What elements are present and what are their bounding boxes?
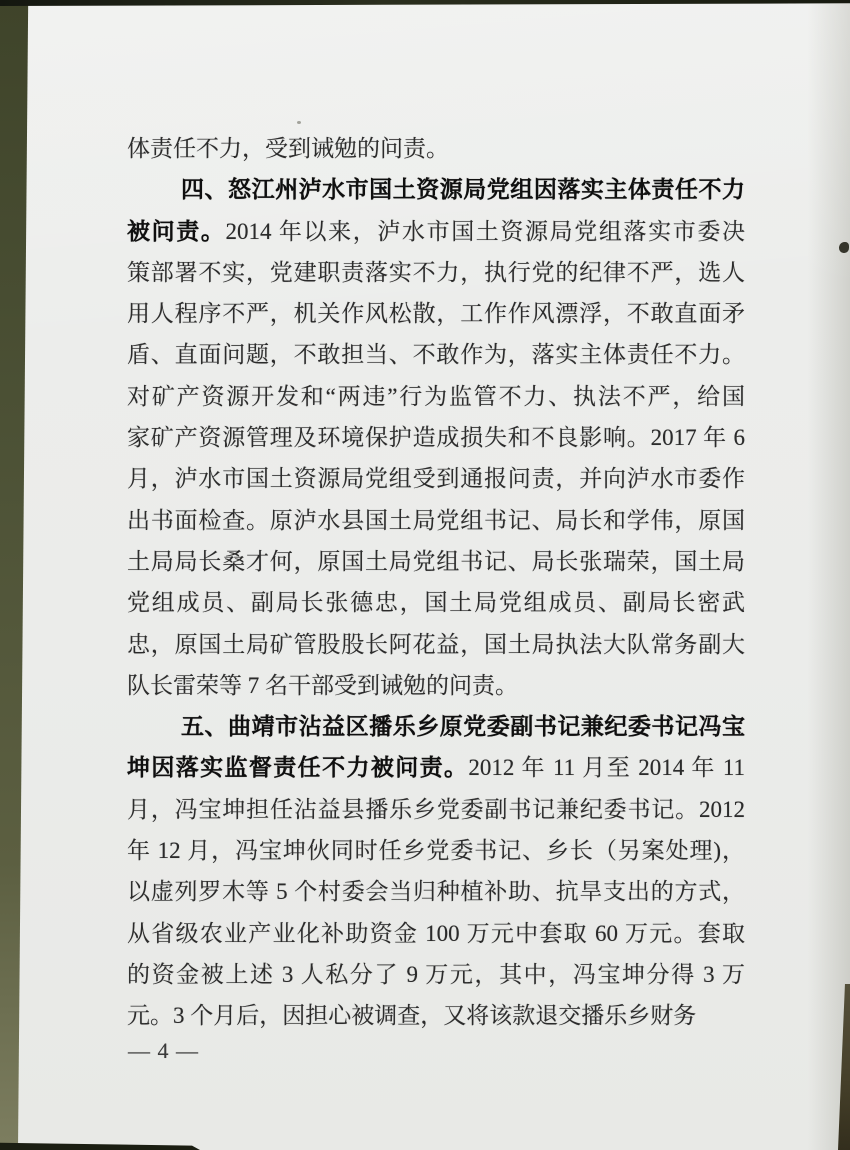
text-line: 家矿产资源管理及环境保护造成损失和不良影响。2017 年 6 — [127, 425, 745, 451]
text-line: 月，冯宝坤担任沾益县播乐乡党委副书记兼纪委书记。2012 — [127, 796, 745, 822]
text-line: 对矿产资源开发和“两违”行为监管不力、执法不严，给国 — [127, 383, 745, 409]
text-line: 忠，原国土局矿管股股长阿花益，国土局执法大队常务副大 — [127, 631, 745, 657]
text-line: 以虚列罗木等 5 个村委会当归种植补助、抗旱支出的方式， — [127, 879, 745, 905]
heading-line — [127, 706, 745, 747]
text-line: 党组成员、副局长张德忠，国土局党组成员、副局长密武 — [127, 590, 745, 616]
text-line: 盾、直面问题，不敢担当、不敢作为，落实主体责任不力。 — [127, 342, 745, 368]
section-heading-lead: 坤因落实监督责任不力被问责。 — [127, 754, 469, 781]
text-line: 体责任不力，受到诫勉的问责。 — [127, 136, 449, 161]
text-line: 年 12 月，冯宝坤伙同时任乡党委书记、乡长（另案处理)， — [127, 838, 745, 864]
text-line: 坤因落实监督责任不力被问责。2012 年 11 月至 2014 年 11 — [127, 754, 746, 781]
section-heading-lead: 四、怒江州泸水市国土资源局党组因落实主体责任不力 — [181, 176, 745, 203]
text-line: 策部署不实，党建职责落实不力，执行党的纪律不严，选人 — [127, 259, 745, 285]
text-line: 的资金被上述 3 人私分了 9 万元，其中，冯宝坤分得 3 万 — [127, 961, 745, 987]
section-heading-lead: 被问责。 — [127, 217, 226, 244]
scan-edge-top — [0, 0, 850, 6]
text-line: 元。3 个月后，因担心被调查，又将该款退交播乐乡财务 — [127, 1003, 697, 1029]
section-heading-lead: 五、曲靖市沾益区播乐乡原党委副书记兼纪委书记冯宝 — [181, 713, 745, 740]
document-text — [127, 128, 745, 1037]
text-line: 从省级农业产业化补助资金 100 万元中套取 60 万元。套取 — [127, 920, 745, 946]
page-number: — 4 — — [128, 1038, 199, 1063]
text-line: 用人程序不严，机关作风松散，工作作风漂浮，不敢直面矛 — [127, 301, 745, 327]
text-line: 土局局长桑才何，原国土局党组书记、局长张瑞荣，国土局 — [127, 548, 745, 574]
text-line: 出书面检查。原泸水县国土局党组书记、局长和学伟，原国 — [127, 507, 745, 533]
scan-edge-bottom — [0, 1142, 200, 1150]
text-line: 队长雷荣等 7 名干部受到诫勉的问责。 — [127, 672, 518, 698]
paper-speck-small — [297, 121, 301, 124]
text-line: 月，泸水市国土资源局党组受到通报问责，并向泸水市委作 — [127, 466, 745, 492]
paper-speck — [839, 242, 849, 253]
text-line: 被问责。2014 年以来，泸水市国土资源局党组落实市委决 — [127, 217, 746, 244]
scan-border-left — [0, 0, 30, 1150]
heading-line — [127, 169, 745, 210]
scan-edge-right — [838, 984, 850, 1150]
